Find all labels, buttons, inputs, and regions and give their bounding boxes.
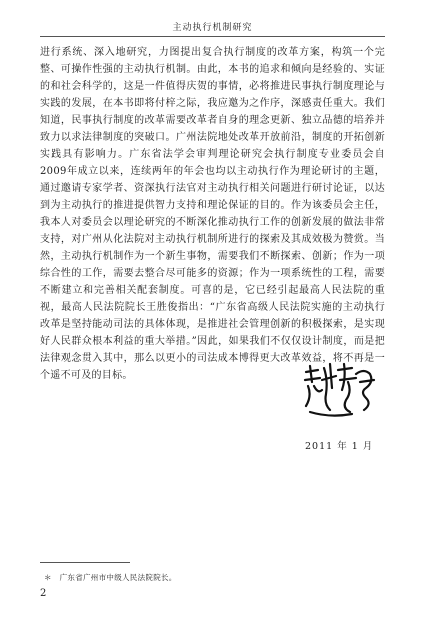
header-rule (40, 36, 385, 37)
running-header: 主动执行机制研究 (172, 23, 253, 33)
handwritten-signature (300, 360, 380, 422)
body-paragraph: 进行系统、深入地研究，力图提出复合执行制度的改革方案，构筑一个完整、可操作性强的主动执行机制。由此，本书的追求和倾向是经验的、实证的和社会科学的，这是一件值得庆贺的事情，必将推进民事执行制度理论与实践的发展，在本书即将付梓之际，我应邀为之作序，深感责任重大。我们知道，民事执行制度的改革需要改革者自身的理念更新、独立品德的培养并致力以求法律制度的突破口。广州法院地处改革开放前沿，制度的开拓创新实践具有影响力。广东省法学会审判理论研究会执行制度专业委员会自2009年成立以来，连续两年的年会也均以主动执行作为理论研讨的主题，通过邀请专家学者、资深执行法官对主动执行相关问题进行研讨论证，以达到为主动执行的推进提供智力支持和理论保证的目的。作为该委员会主任，我本人对委员会以理论研究的不断深化推动执行工作的创新发展的做法非常支持，对广州从化法院对主动执行机制所进行的探索及其成效极为赞赏。当然，主动执行机制作为一个新生事物，需要我们不断探索、创新；作为一项综合性的工作，需要去整合尽可能多的资源；作为一项系统性的工程，需要不断建立和完善相关配套制度。可喜的是，它已经引起最高人民法院的重视，最高人民法院院长王胜俊指出：“广东省高级人民法院实施的主动执行改革是坚持能动司法的具体体现，是推进社会管理创新的积极探索，是实现好人民群众根本利益的重大举措。”因此，如果我们不仅仅设计制度，而是把法律观念贯入其中，那么以更小的司法成本博得更大改革效益，将不再是一个遥不可及的目标。 (40, 47, 385, 381)
page-number: 2 (40, 588, 47, 599)
date-line: 2011 年 1 月 (305, 441, 374, 452)
footnote: ＊ 广东省广州市中级人民法院院长。 (44, 573, 177, 582)
footnote-rule (40, 562, 130, 563)
